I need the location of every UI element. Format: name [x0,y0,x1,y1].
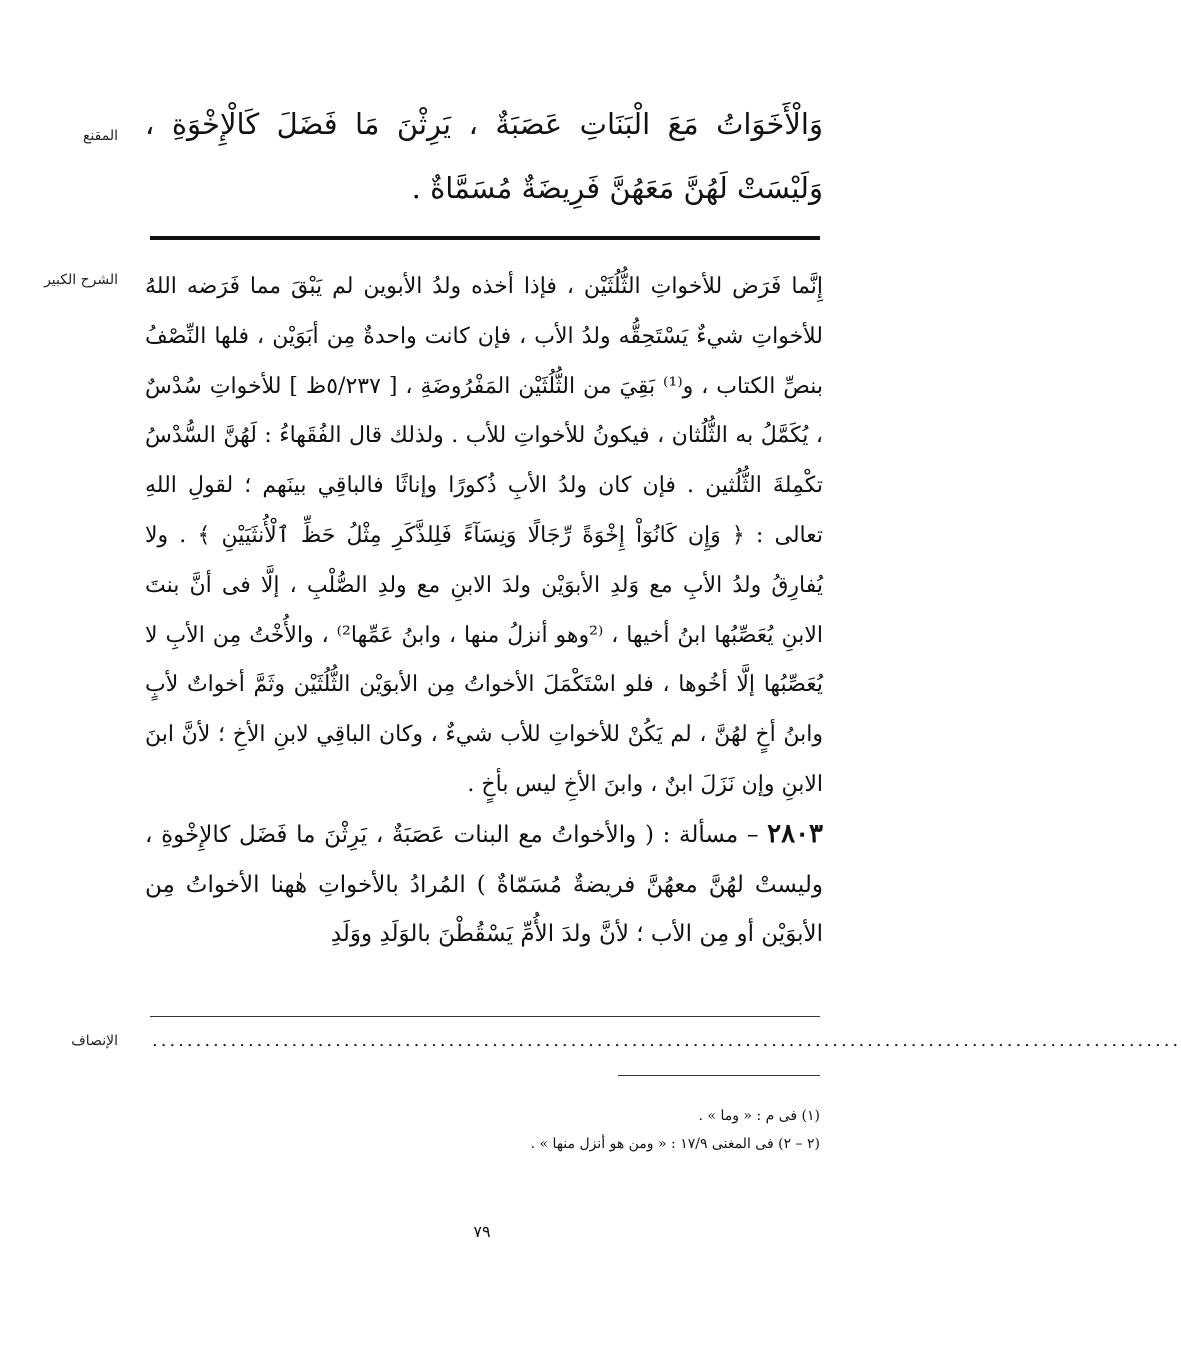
section-divider [150,236,820,240]
margin-label-insaf: الإنصاف [71,1033,118,1049]
margin-label-sharh: الشرح الكبير [44,272,118,288]
masala-number: ٢٨٠٣ [767,818,824,849]
insaf-divider [150,1016,820,1017]
footnotes [420,1102,820,1158]
margin-label-muqni: المقنع [82,128,118,144]
sharh-commentary [145,262,823,960]
sharh-paragraph: إِنَّما فَرَض للأخواتِ الثُّلُثَيْن ، فإذا أخذه ولدُ الأبوين لم يَبْقَ مما فَرَضه اللهُ للأخواتِ شيءٌ يَسْتَحِقُّه ولدُ الأب ، فإن كانت واحدةٌ مِن أبَوَيْن ، فلها النِّصْفُ بنصِّ الكتاب ، و⁽¹⁾ بَقِيَ من الثُّلُثَيْن المَفْرُوضَةِ ، [ ٥/٢٣٧ظ ] للأخواتِ سُدْسٌ ، يُكَمَّلُ به الثُّلُثان ، فيكونُ للأخواتِ للأب . ولذلك قال الفُقَهاءُ : لَهُنَّ السُّدْسُ تكْمِلةَ الثُّلُثين . فإن كان ولدُ الأبِ ذُكورًا وإناثًا فالباقِي بينَهم ؛ لقولِ اللهِ تعالى : ﴿ وَإِن كَانُوٓاْ إِخْوَةً رِّجَالًا وَنِسَآءً فَلِلذَّكَرِ مِثْلُ حَظِّ ٱلْأُنثَيَيْنِ ﴾ . ولا يُفارِقُ ولدُ الأبِ مع وَلدِ الأبوَيْن ولدَ الابنِ مع ولدِ الصُّلْبِ ، إلَّا فى أنَّ بنتَ الابنِ يُعَصِّبُها ابنُ أخيها ، ⁽²وهو أنزلُ منها ، وابنُ عَمِّها²⁾ ، والأُخْتُ مِن الأبِ لا يُعَصِّبُها إلَّا أخُوها ، فلو اسْتَكْمَلَ الأخواتُ مِن الأبوَيْن الثُّلُثَيْن وثَمَّ أخواتٌ لأبٍ وابنُ أخٍ لهُنَّ ، لم يَكُنْ للأخواتِ للأب شيءٌ ، وكان الباقِي لابنِ الأخِ ؛ لأنَّ ابنَ الابنِ وإن نَزَلَ ابنٌ ، وابنَ الأخِ ليس بأخٍ . [145,274,823,797]
footnote-1: (١) فى م : « وما » . [698,1108,820,1124]
footnote-separator [618,1075,820,1076]
footnote-2: (٢ – ٢) فى المغنى ١٧/٩ : « ومن هو أنزل منها » . [530,1136,820,1152]
masala-paragraph [145,810,823,960]
page-number: ٧٩ [473,1222,491,1241]
insaf-dotted-line: ...................................................................................................................... [152,1030,1181,1051]
matn-text: وَالْأَخَوَاتُ مَعَ الْبَنَاتِ عَصَبَةٌ ، يَرِثْنَ مَا فَضَلَ كَالْإِخْوَةِ ، وَلَيْسَتْ لَهُنَّ مَعَهُنَّ فَرِيضَةٌ مُسَمَّاةٌ . [145,107,823,205]
masala-text: – مسألة : ( والأخواتُ مع البنات عَصَبَةٌ ، يَرِثْنَ ما فَضَل كالإِخْوةِ ، وليستْ لهُنَّ معهُنَّ فريضةٌ مُسَمّاةٌ ) المُرادُ بالأخواتِ هٰهنا الأخواتُ مِن الأبوَيْن أو مِن الأب ؛ لأنَّ ولدَ الأُمِّ يَسْقُطْنَ بالوَلَدِ ووَلَدِ [145,821,823,948]
